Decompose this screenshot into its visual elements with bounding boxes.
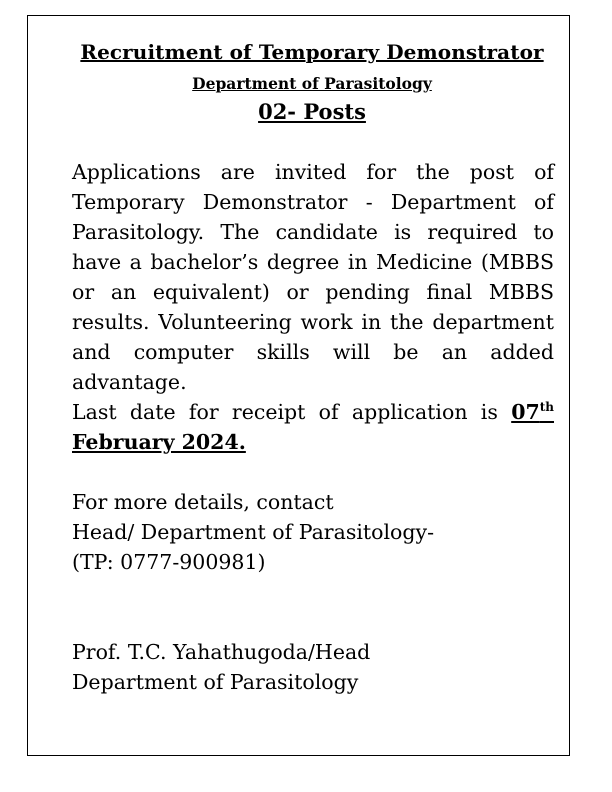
contact-intro: For more details, contact [72,490,334,514]
contact-phone: (TP: 0777-900981) [72,550,266,574]
deadline-month-year: February 2024. [72,430,246,454]
contact-block [72,487,554,577]
notice-title: Recruitment of Temporary Demonstrator [80,40,544,64]
posts-count: 02- Posts [258,99,366,124]
deadline-paragraph [72,397,554,457]
deadline-day-suffix: th [539,400,554,415]
department-heading: Department of Parasitology [192,74,432,93]
description-paragraph: Applications are invited for the post of Temporary Demonstrator - Department of Parasitology. The candidate is required to have a bachelor’s degree in Medicine (MBBS or an equivalent) or pending final MBBS results. Volunteering work in the department and computer skills will be an added advantage. [72,160,554,394]
signature-block [72,637,554,697]
deadline-prefix: Last date for receipt of application is [72,400,512,424]
deadline-day: 07 [511,400,540,424]
contact-head: Head/ Department of Parasitology- [72,520,435,544]
signatory-name: Prof. T.C. Yahathugoda/Head [72,640,371,664]
signatory-department: Department of Parasitology [72,670,359,694]
